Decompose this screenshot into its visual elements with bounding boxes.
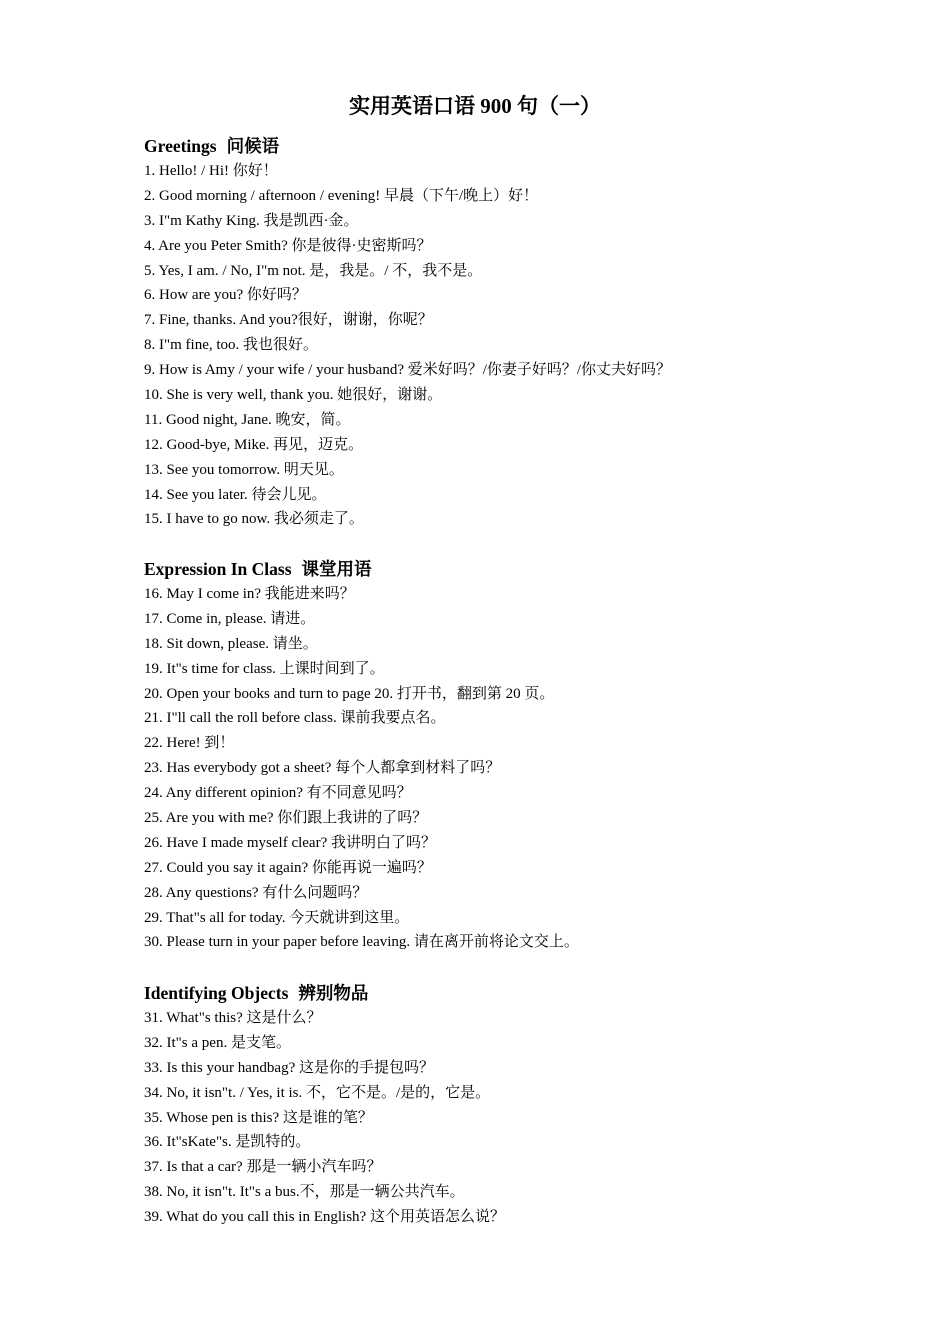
phrase-line: 25. Are you with me? 你们跟上我讲的了吗？ (144, 810, 428, 827)
phrase-line: 18. Sit down, please. 请坐。 (144, 635, 318, 652)
phrase-line: 7. Fine, thanks. And you?很好，谢谢，你呢？ (144, 312, 433, 329)
phrase-line: 22. Here! 到！ (144, 735, 235, 752)
phrase-line: 31. What"s this? 这是什么？ (144, 1010, 322, 1026)
section-heading (144, 556, 864, 582)
phrase-line: 16. May I come in? 我能进来吗？ (144, 586, 355, 602)
section-heading-en: Greetings (144, 136, 217, 156)
phrase-line: 19. It"s time for class. 上课时间到了。 (144, 660, 385, 677)
phrase-line: 13. See you tomorrow. 明天见。 (144, 461, 344, 478)
phrase-line: 24. Any different opinion? 有不同意见吗？ (144, 785, 412, 802)
phrase-line: 26. Have I made myself clear? 我讲明白了吗？ (144, 834, 436, 851)
phrase-line: 32. It"s a pen. 是支笔。 (144, 1034, 291, 1051)
section-heading-en: Expression In Class (144, 559, 292, 579)
page-title: 实用英语口语 900 句（一） (349, 94, 601, 118)
phrase-line: 33. Is this your handbag? 这是你的手提包吗？ (144, 1059, 434, 1076)
phrase-line: 3. I"m Kathy King. 我是凯西·金。 (144, 212, 359, 229)
phrase-line: 35. Whose pen is this? 这是谁的笔？ (144, 1109, 373, 1126)
phrase-line: 14. See you later. 待会儿见。 (144, 486, 327, 503)
phrase-line: 11. Good night, Jane. 晚安，简。 (144, 411, 351, 428)
section-heading (144, 133, 864, 159)
phrase-line: 15. I have to go now. 我必须走了。 (144, 511, 364, 528)
phrase-line: 4. Are you Peter Smith? 你是彼得·史密斯吗？ (144, 237, 432, 254)
phrase-line: 1. Hello! / Hi! 你好！ (144, 163, 278, 179)
phrase-line: 20. Open your books and turn to page 20. 打开书，翻到第 20 页。 (144, 685, 555, 702)
phrase-line: 2. Good morning / afternoon / evening! 早晨（下午/晚上）好！ (144, 187, 539, 204)
phrase-line: 12. Good-bye, Mike. 再见，迈克。 (144, 436, 364, 453)
phrase-list (144, 582, 864, 955)
phrase-line: 23. Has everybody got a sheet? 每个人都拿到材料了吗？ (144, 760, 501, 777)
phrase-line: 37. Is that a car? 那是一辆小汽车吗？ (144, 1159, 382, 1176)
phrase-line: 39. What do you call this in English? 这个用英语怎么说？ (144, 1209, 505, 1226)
phrase-list (144, 1006, 864, 1230)
section-heading-cn: 问候语 (226, 136, 280, 156)
phrase-line: 8. I"m fine, too. 我也很好。 (144, 337, 319, 354)
phrase-line: 27. Could you say it again? 你能再说一遍吗？ (144, 859, 432, 876)
phrase-line: 38. No, it isn"t. It"s a bus.不，那是一辆公共汽车。 (144, 1184, 465, 1201)
section-heading-cn: 课堂用语 (301, 559, 372, 579)
phrase-line: 17. Come in, please. 请进。 (144, 610, 316, 627)
section-identifying-objects (144, 980, 864, 1230)
phrase-line: 28. Any questions? 有什么问题吗？ (144, 884, 368, 901)
phrase-line: 5. Yes, I am. / No, I"m not. 是，我是。/ 不，我不是。 (144, 262, 483, 279)
phrase-list (144, 159, 864, 532)
phrase-line: 10. She is very well, thank you. 她很好，谢谢。 (144, 387, 443, 404)
section-heading-en: Identifying Objects (144, 983, 289, 1003)
phrase-line: 30. Please turn in your paper before leaving. 请在离开前将论文交上。 (144, 934, 579, 951)
section-heading (144, 980, 864, 1006)
phrase-line: 21. I"ll call the roll before class. 课前我要点名。 (144, 710, 446, 727)
section-heading-cn: 辨别物品 (298, 983, 369, 1003)
phrase-line: 36. It"sKate"s. 是凯特的。 (144, 1134, 311, 1151)
phrase-line: 29. That"s all for today. 今天就讲到这里。 (144, 909, 410, 926)
phrase-line: 6. How are you? 你好吗？ (144, 287, 307, 304)
section-expression-in-class (144, 556, 864, 955)
phrase-line: 34. No, it isn"t. / Yes, it is. 不，它不是。/是的，它是。 (144, 1084, 491, 1101)
phrase-line: 9. How is Amy / your wife / your husband? 爱米好吗？/你妻子好吗？/你丈夫好吗？ (144, 362, 672, 379)
section-greetings (144, 133, 864, 532)
